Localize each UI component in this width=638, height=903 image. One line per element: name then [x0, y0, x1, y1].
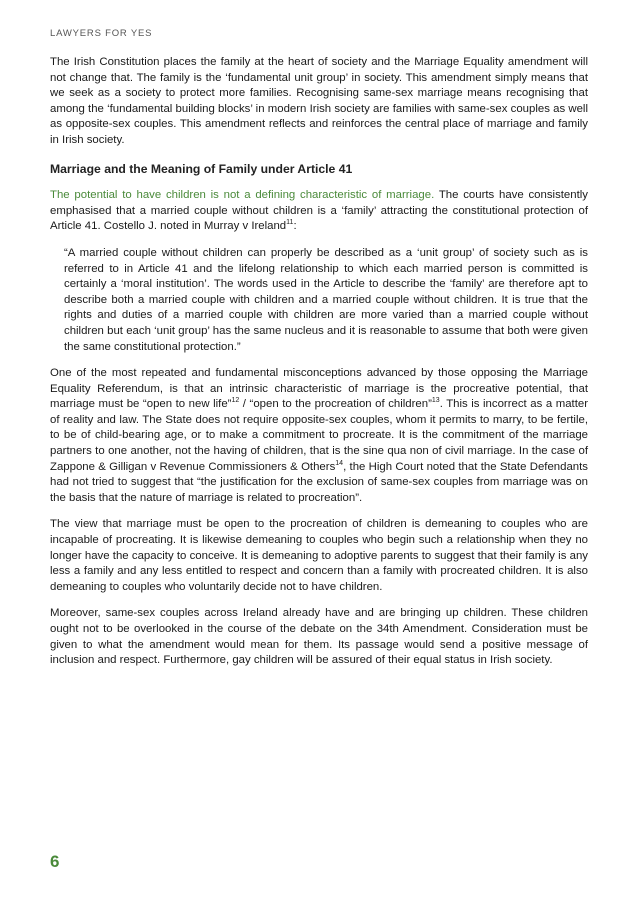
paragraph-text: , the High Court noted that the State Defendants had not tried to suggest that “the justification for the exclusion of same-sex couples from marriage was on the basis that the nature of marriage is related to procreation”. — [50, 460, 588, 504]
footnote-ref[interactable]: 13 — [431, 397, 440, 405]
block-quote: “A married couple without children can properly be described as a ‘unit group’ of society such as is referred to in Article 41 and the lifelong relationship to which each married person is committed is certainly a ‘moral institution’. The words used in the Article to describe the ‘family’ are therefore apt to describe both a married couple with children and a married couple without children. It is true that the rights and duties of a married couple with children are more varied than a married couple without children but each ‘unit group’ has the same nucleus and it is reasonable to assume that both were given the same constitutional protection.” — [64, 246, 588, 353]
paragraph-same-sex-couples: Moreover, same-sex couples across Ireland already have and are bringing up children. These children ought not to be overlooked in the course of the debate on the 34th Amendment. Consideration must be given to what the amendment would mean for them. Its passage would send a positive message of inclusion and respect. Furthermore, gay children will be assured of their equal status in Irish society. — [50, 607, 588, 667]
paragraph-text: . This is incorrect as a matter of reality and law. The State does not require opposite-sex couples, whom it permits to marry, to be fertile, to be of child-bearing age, or to make a commitment to procreate. It is the commitment of the marriage partners to one another, not the having of children, that is the sine qua non of civil marriage. In the case of Zappone & Gilligan v Revenue Commissioners & Others — [50, 398, 588, 473]
paragraph-misconceptions — [50, 366, 588, 506]
paragraph-demeaning: The view that marriage must be open to the procreation of children is demeaning to couples who are incapable of procreating. It is likewise demeaning to couples who begin such a relationship when they no longer have the capacity to conceive. It is demeaning to adoptive parents to suggest that their family is any less a family and any less entitled to respect and concern than a family with procreated children. It is also demeaning to couples who voluntarily decide not to have children. — [50, 518, 588, 593]
highlighted-sentence: The potential to have children is not a defining characteristic of marriage. — [50, 189, 435, 202]
paragraph-text: / “open to the procreation of children” — [239, 398, 432, 411]
paragraph-family-definition — [50, 188, 588, 235]
section-heading: Marriage and the Meaning of Family under Article 41 — [50, 161, 353, 176]
footnote-ref[interactable]: 11 — [286, 219, 294, 227]
footnote-ref[interactable]: 12 — [231, 397, 240, 405]
footnote-ref[interactable]: 14 — [335, 459, 344, 467]
running-header: LAWYERS FOR YES — [50, 28, 153, 39]
paragraph-text-end: : — [293, 220, 297, 233]
intro-paragraph: The Irish Constitution places the family at the heart of society and the Marriage Equality amendment will not change that. The family is the ‘fundamental unit group’ in society. This amendment simply means that we seek as a society to protect more families. Recognising same-sex marriage means recognising that among the ‘fundamental building blocks’ in modern Irish society are families with same-sex couples as well as opposite-sex couples. This amendment reflects and reinforces the central place of marriage and family in Irish society. — [50, 56, 588, 146]
paragraph-text: One of the most repeated and fundamental misconceptions advanced by those opposing the Marriage Equality Referendum, is that an intrinsic characteristic of marriage is the procreative potential, that marriage must be “open to new life” — [50, 367, 588, 411]
page-number: 6 — [50, 852, 60, 871]
paragraph-text: The courts have consistently emphasised that a married couple without children is a ‘family’ attracting the constitutional protection of Article 41. Costello J. noted in Murray v Ireland — [50, 189, 588, 233]
page-body — [50, 55, 588, 680]
